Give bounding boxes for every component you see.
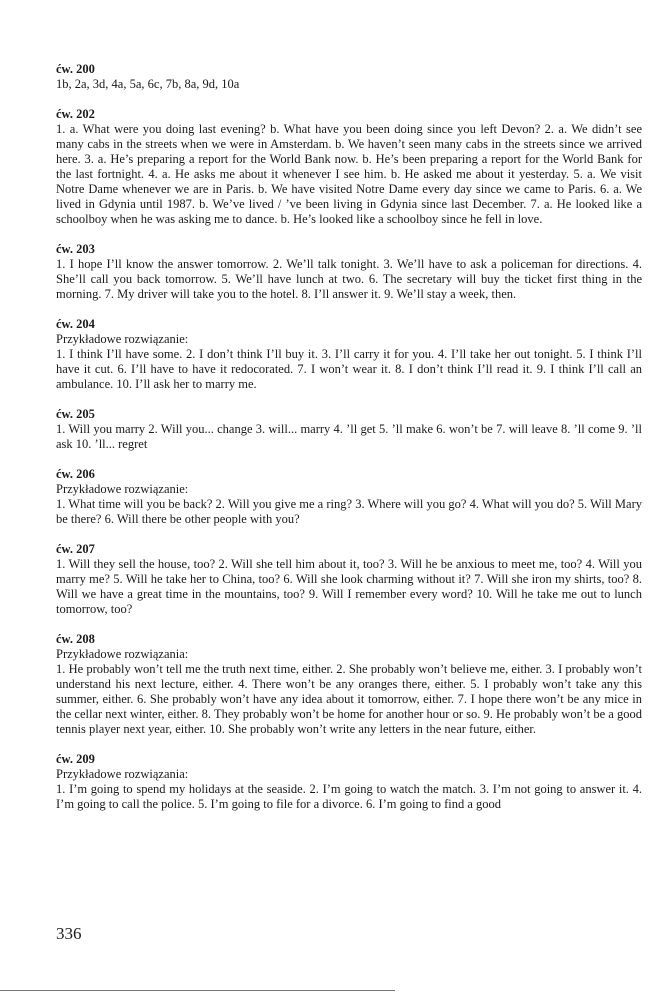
exercise-answers: 1. I think I’ll have some. 2. I don’t think I’ll buy it. 3. I’ll carry it for you. 4. I’ll take her out tonight. 5. I think I’ll have it cut. 6. I’ll have to have it redocorated. 7. I won’t wear it. 8. I don’t think I’ll read it. 9. I think I’ll call an ambulance. 10. I’ll ask her to marry me. (56, 347, 642, 391)
exercise-answers: 1. I’m going to spend my holidays at the seaside. 2. I’m going to watch the match. 3. I’m not going to answer it. 4. I’m going to call the police. 5. I’m going to file for a divorce. 6. I’m going to find a good (56, 782, 642, 811)
exercise-heading: ćw. 205 (56, 407, 95, 421)
exercise-heading: ćw. 206 (56, 467, 95, 481)
exercise-heading: ćw. 200 (56, 62, 95, 76)
exercise-answers: 1. Will you marry 2. Will you... change 3. will... marry 4. ’ll get 5. ’ll make 6. won’t be 7. will leave 8. ’ll come 9. ’ll ask 10. ’ll... regret (56, 422, 642, 451)
exercise-answers: 1. Will they sell the house, too? 2. Will she tell him about it, too? 3. Will he be anxious to meet me, too? 4. Will you marry me? 5. Will he take her to China, too? 6. Will she look charming without it? 7. Will she iron my shirts, too? 8. Will we have a great time in the mountains, too? 9. Will I remember every word? 10. Will he take me out to lunch tomorrow, too? (56, 557, 642, 616)
page-number: 336 (56, 924, 82, 943)
exercise-heading: ćw. 202 (56, 107, 95, 121)
exercise-subtitle: Przykładowe rozwiązanie: (56, 482, 189, 496)
exercise-heading: ćw. 204 (56, 317, 95, 331)
exercise-206 (56, 467, 642, 527)
exercise-answers: 1. What time will you be back? 2. Will you give me a ring? 3. Where will you go? 4. What will you do? 5. Will Mary be there? 6. Will there be other people with you? (56, 497, 642, 526)
exercise-subtitle: Przykładowe rozwiązania: (56, 647, 189, 661)
exercise-subtitle: Przykładowe rozwiązania: (56, 767, 189, 781)
answer-key (56, 62, 642, 827)
exercise-answers: 1. He probably won’t tell me the truth next time, either. 2. She probably won’t believe me, either. 3. I probably won’t understand his next lecture, either. 4. There won’t be any oranges there, either. 5. I probably won’t take any this summer, either. 6. She probably won’t have any idea about it tomorrow, either. 7. I hope there won’t be any mice in the cellar next winter, either. 8. They probably won’t be home for another hour or so. 9. He probably won’t be a good tennis player next year, either. 10. She probably won’t write any letters in the near future, either. (56, 662, 642, 736)
exercise-heading: ćw. 208 (56, 632, 95, 646)
exercise-202 (56, 107, 642, 227)
exercise-heading: ćw. 209 (56, 752, 95, 766)
exercise-heading: ćw. 203 (56, 242, 95, 256)
bottom-rule (0, 990, 395, 991)
exercise-answers: 1. a. What were you doing last evening? b. What have you been doing since you left Devon? 2. a. We didn’t see many cabs in the streets when we were in Amsterdam. b. We haven’t seen many cabs in the streets since we arrived here. 3. a. He’s preparing a report for the World Bank now. b. He’s been preparing a report for the World Bank for the last fortnight. 4. a. He asks me about it whenever I see him. b. He asked me about it yesterday. 5. a. We visit Notre Dame whenever we are in Paris. b. We have visited Notre Dame every day since we came to Paris. 6. a. We lived in Gdynia until 1987. b. We’ve lived / ’ve been living in Gdynia since last December. 7. a. He looked like a schoolboy when he was asking me to dance. b. He’s looked like a schoolboy since he fell in love. (56, 122, 642, 226)
exercise-209 (56, 752, 642, 812)
exercise-208 (56, 632, 642, 737)
exercise-subtitle: Przykładowe rozwiązanie: (56, 332, 189, 346)
exercise-heading: ćw. 207 (56, 542, 95, 556)
exercise-203 (56, 242, 642, 302)
exercise-200 (56, 62, 642, 92)
exercise-answers: 1b, 2a, 3d, 4a, 5a, 6c, 7b, 8a, 9d, 10a (56, 77, 240, 91)
exercise-answers: 1. I hope I’ll know the answer tomorrow. 2. We’ll talk tonight. 3. We’ll have to ask a policeman for directions. 4. She’ll call you back tomorrow. 5. We’ll have lunch at two. 6. The secretary will buy the ticket first thing in the morning. 7. My driver will take you to the hotel. 8. I’ll answer it. 9. We’ll stay a week, then. (56, 257, 642, 301)
exercise-207 (56, 542, 642, 617)
exercise-205 (56, 407, 642, 452)
exercise-204 (56, 317, 642, 392)
